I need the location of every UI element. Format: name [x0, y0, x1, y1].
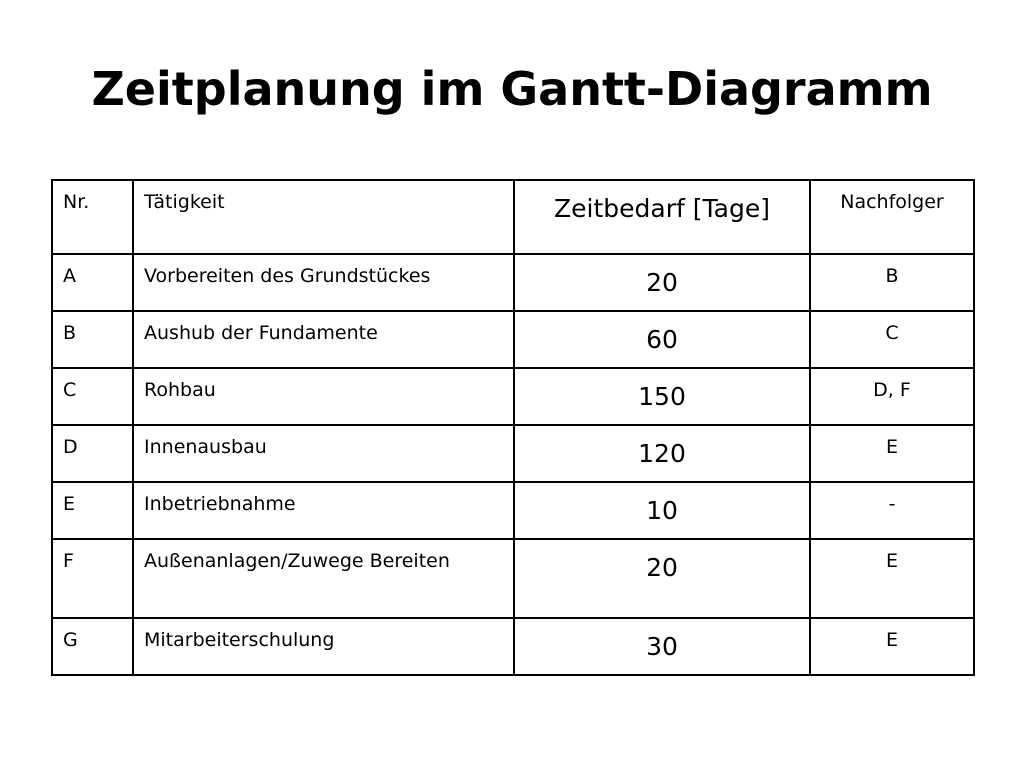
slide-title: Zeitplanung im Gantt-Diagramm	[91, 62, 933, 116]
table-header-row	[52, 180, 974, 254]
cell-next: C	[810, 311, 974, 368]
cell-next: E	[810, 425, 974, 482]
cell-time: 150	[514, 368, 810, 425]
cell-nr: C	[52, 368, 133, 425]
header-task: Tätigkeit	[133, 180, 514, 254]
cell-next: E	[810, 618, 974, 675]
cell-task: Innenausbau	[133, 425, 514, 482]
cell-task: Außenanlagen/Zuwege Bereiten	[133, 539, 514, 618]
header-time: Zeitbedarf [Tage]	[514, 180, 810, 254]
table-row	[52, 618, 974, 675]
table-row	[52, 539, 974, 618]
header-nr: Nr.	[52, 180, 133, 254]
table-row	[52, 482, 974, 539]
cell-nr: B	[52, 311, 133, 368]
cell-nr: F	[52, 539, 133, 618]
table-row	[52, 254, 974, 311]
cell-next: E	[810, 539, 974, 618]
cell-time: 30	[514, 618, 810, 675]
cell-next: B	[810, 254, 974, 311]
header-next: Nachfolger	[810, 180, 974, 254]
cell-task: Mitarbeiterschulung	[133, 618, 514, 675]
schedule-table	[51, 179, 975, 676]
table-row	[52, 425, 974, 482]
cell-next: D, F	[810, 368, 974, 425]
cell-time: 20	[514, 254, 810, 311]
table-row	[52, 368, 974, 425]
cell-time: 20	[514, 539, 810, 618]
cell-nr: E	[52, 482, 133, 539]
cell-nr: G	[52, 618, 133, 675]
cell-next: -	[810, 482, 974, 539]
cell-time: 10	[514, 482, 810, 539]
table-row	[52, 311, 974, 368]
cell-time: 60	[514, 311, 810, 368]
cell-task: Inbetriebnahme	[133, 482, 514, 539]
cell-time: 120	[514, 425, 810, 482]
cell-nr: D	[52, 425, 133, 482]
cell-task: Aushub der Fundamente	[133, 311, 514, 368]
cell-task: Vorbereiten des Grundstückes	[133, 254, 514, 311]
cell-task: Rohbau	[133, 368, 514, 425]
cell-nr: A	[52, 254, 133, 311]
